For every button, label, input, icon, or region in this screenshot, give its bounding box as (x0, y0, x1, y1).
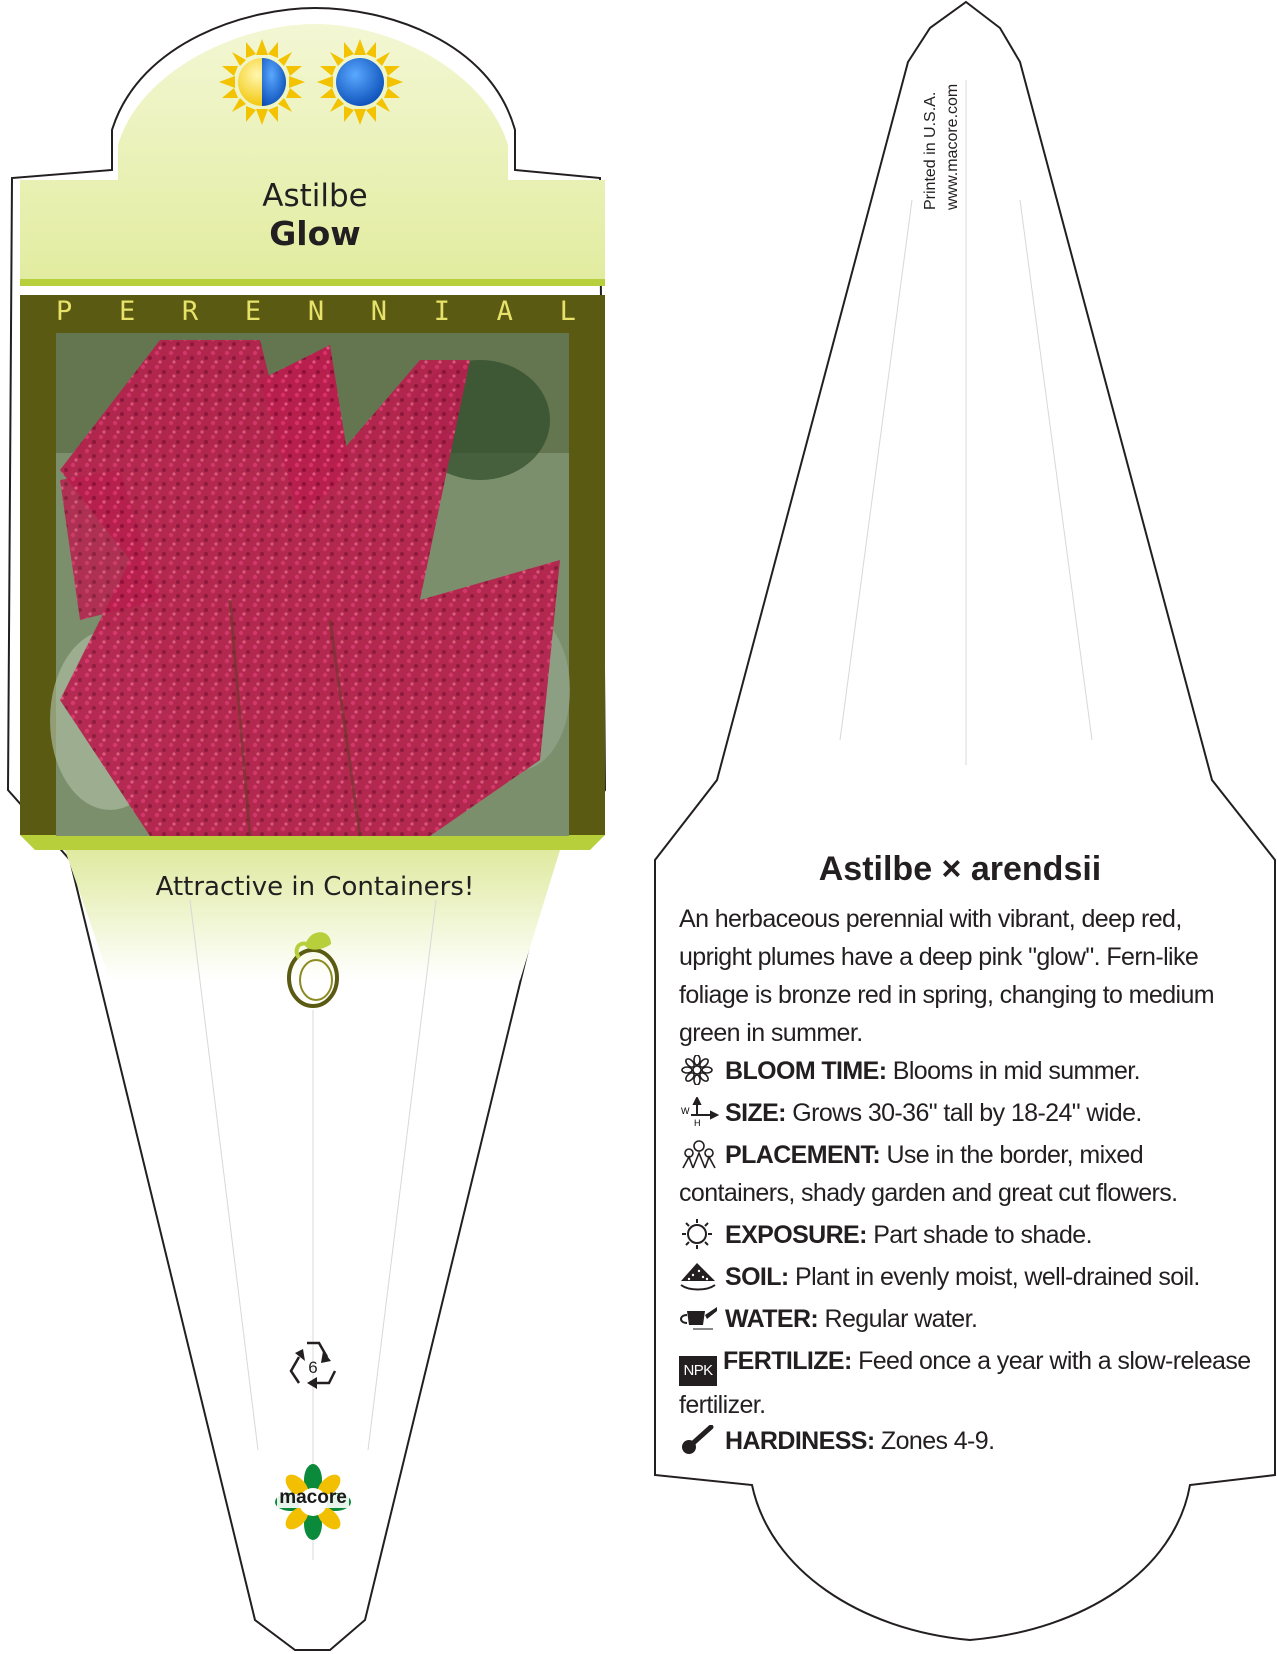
printed-line-1: Printed in U.S.A. (922, 91, 939, 210)
soil-icon (679, 1261, 719, 1291)
printed-line-2: www.macore.com (944, 83, 961, 210)
attribute-hardiness (679, 1422, 1259, 1460)
attribute-placement (679, 1136, 1259, 1212)
printed-credit (920, 50, 964, 210)
npk-icon: NPK (679, 1356, 717, 1386)
category-letter: P (56, 296, 73, 327)
category-letter: R (181, 296, 199, 327)
thermometer-icon (679, 1425, 719, 1455)
attribute-label: HARDINESS: (725, 1427, 875, 1455)
attribute-label: WATER: (725, 1305, 819, 1333)
category-label (56, 296, 576, 327)
brand-name: macore (279, 1487, 347, 1508)
category-letter: E (244, 296, 262, 327)
svg-text:H: H (694, 1118, 700, 1127)
attribute-text: Part shade to shade. (866, 1221, 1092, 1249)
plant-description: An herbaceous perennial with vibrant, deep red, upright plumes have a deep pink "glow". Fern-like foliage is bronze red in spring, changing to medium green in summer. (679, 905, 1215, 1047)
attribute-fertilize (679, 1342, 1259, 1424)
attribute-label: FERTILIZE: (723, 1347, 852, 1375)
category-letter: N (307, 296, 325, 327)
attribute-text: Plant in evenly moist, well-drained soil. (788, 1263, 1200, 1291)
recycle-code: 6 (308, 1358, 318, 1377)
attribute-label: SOIL: (725, 1263, 789, 1291)
category-letter: L (559, 296, 576, 327)
category-letter: N (370, 296, 388, 327)
botanical-name: Astilbe × arendsii (818, 850, 1102, 888)
attribute-label: PLACEMENT: (725, 1141, 881, 1169)
category-letter: I (433, 296, 450, 327)
attribute-soil (679, 1258, 1259, 1296)
attribute-text: Blooms in mid summer. (886, 1057, 1140, 1085)
lower-lime-rule (20, 835, 605, 850)
attribute-water (679, 1300, 1259, 1338)
attribute-text: Regular water. (818, 1305, 978, 1333)
attribute-text: Feed once a year with a slow-release fertilizer. (679, 1347, 1251, 1419)
attribute-label: BLOOM TIME: (725, 1057, 887, 1085)
category-letter: E (118, 296, 136, 327)
tagline: Attractive in Containers! (155, 872, 475, 902)
placement-icon (679, 1139, 719, 1169)
attribute-size (679, 1094, 1259, 1132)
attribute-text: Grows 30-36" tall by 18-24" wide. (785, 1099, 1142, 1127)
attribute-text: Zones 4-9. (874, 1427, 995, 1455)
attribute-label: EXPOSURE: (725, 1221, 867, 1249)
header-lime-rule (20, 279, 605, 286)
attribute-text: Use in the border, mixed containers, shady garden and great cut flowers. (679, 1141, 1178, 1207)
plant-genus: Astilbe (262, 178, 368, 214)
attribute-bloom-time (679, 1052, 1259, 1090)
plant-cultivar: Glow (269, 214, 361, 253)
size-axes-icon (679, 1097, 719, 1127)
attribute-label: SIZE: (725, 1099, 786, 1127)
watering-can-icon (679, 1303, 719, 1333)
svg-text:W: W (681, 1106, 689, 1116)
sun-icon (679, 1219, 719, 1249)
flower-icon (679, 1055, 719, 1085)
plant-photo (50, 333, 570, 836)
category-letter: A (496, 296, 513, 327)
attribute-exposure (679, 1216, 1259, 1254)
